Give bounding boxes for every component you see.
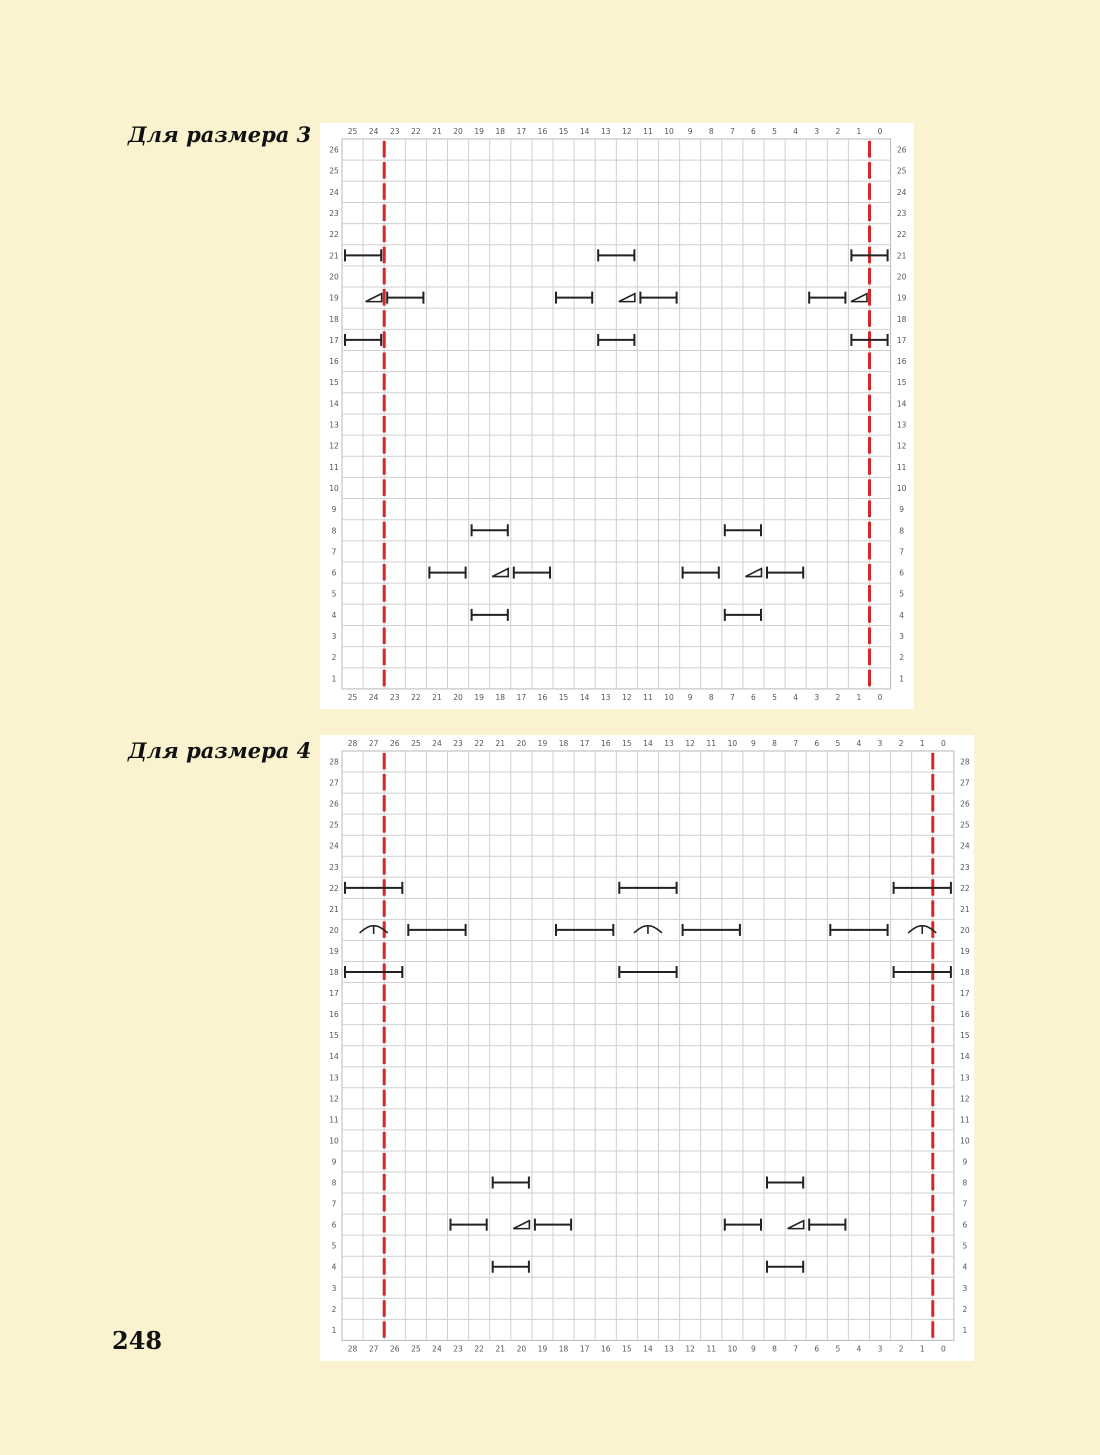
row-label-right: 9	[899, 505, 904, 515]
row-label-right: 14	[960, 1052, 970, 1062]
column-label-top: 3	[814, 127, 820, 136]
row-label-right: 17	[960, 989, 970, 999]
row-label-left: 16	[329, 1010, 339, 1020]
row-label-left: 19	[329, 293, 339, 303]
column-label-top: 13	[600, 127, 611, 136]
column-label-bottom: 26	[389, 1344, 400, 1354]
column-label-bottom: 8	[772, 1344, 777, 1354]
column-label-bottom: 21	[432, 692, 442, 702]
column-label-bottom: 0	[877, 692, 883, 702]
column-label-top: 22	[474, 739, 484, 748]
column-label-bottom: 6	[814, 1344, 820, 1354]
row-label-right: 13	[960, 1073, 970, 1083]
row-label-left: 25	[329, 820, 339, 830]
row-label-right: 6	[962, 1220, 968, 1230]
column-label-top: 18	[495, 127, 506, 136]
row-label-left: 23	[329, 209, 339, 219]
column-label-bottom: 10	[664, 692, 674, 702]
row-label-left: 3	[331, 1283, 337, 1293]
row-label-left: 4	[331, 610, 337, 620]
row-label-left: 1	[331, 674, 337, 684]
column-label-top: 18	[558, 739, 569, 748]
column-label-bottom: 20	[516, 1344, 527, 1354]
column-label-top: 27	[368, 739, 379, 748]
column-label-top: 19	[537, 739, 548, 748]
row-label-right: 15	[960, 1031, 970, 1041]
row-label-left: 17	[329, 989, 339, 999]
column-label-bottom: 22	[411, 692, 421, 702]
row-label-right: 10	[896, 483, 907, 493]
column-label-top: 11	[706, 739, 717, 748]
column-label-top: 25	[411, 739, 421, 748]
column-label-top: 9	[687, 127, 693, 136]
row-label-left: 20	[329, 272, 339, 282]
row-label-left: 22	[329, 883, 339, 893]
row-label-right: 20	[960, 925, 970, 935]
row-label-right: 25	[960, 820, 970, 830]
row-label-left: 18	[329, 314, 339, 324]
column-label-bottom: 16	[537, 692, 548, 702]
row-label-right: 10	[960, 1136, 970, 1146]
row-label-left: 25	[329, 166, 339, 176]
row-label-left: 4	[331, 1262, 337, 1272]
row-label-right: 1	[962, 1325, 968, 1335]
column-label-bottom: 12	[622, 692, 632, 702]
column-label-top: 28	[347, 739, 358, 748]
row-label-left: 7	[331, 547, 337, 557]
column-label-top: 1	[856, 127, 862, 136]
column-label-bottom: 5	[772, 692, 777, 702]
row-label-left: 19	[329, 946, 339, 956]
row-label-left: 21	[329, 904, 339, 914]
row-label-left: 24	[329, 187, 339, 197]
size-3-label: Для размера 3	[128, 122, 312, 147]
row-label-left: 6	[331, 1220, 337, 1230]
row-label-left: 3	[331, 632, 337, 642]
column-label-bottom: 20	[453, 692, 463, 702]
row-label-right: 8	[899, 526, 904, 536]
row-label-right: 15	[896, 378, 907, 388]
column-label-top: 13	[664, 739, 674, 748]
column-label-bottom: 9	[751, 1344, 756, 1354]
column-label-bottom: 19	[474, 692, 484, 702]
row-label-right: 8	[962, 1178, 968, 1188]
row-label-right: 3	[899, 632, 904, 642]
row-label-left: 7	[331, 1199, 337, 1209]
row-label-left: 5	[331, 589, 337, 599]
row-label-right: 24	[960, 841, 970, 851]
column-label-top: 12	[622, 127, 632, 136]
row-label-right: 7	[899, 547, 904, 557]
column-label-top: 3	[877, 739, 883, 748]
row-label-right: 23	[960, 862, 970, 872]
column-label-top: 6	[751, 127, 756, 136]
column-label-bottom: 3	[814, 692, 820, 702]
column-label-top: 11	[643, 127, 653, 136]
column-label-bottom: 12	[685, 1344, 695, 1354]
row-label-left: 9	[331, 505, 337, 515]
row-label-left: 13	[329, 420, 339, 430]
row-label-left: 6	[331, 568, 337, 578]
column-label-top: 22	[411, 127, 421, 136]
row-label-right: 5	[962, 1241, 968, 1251]
column-label-bottom: 28	[347, 1344, 358, 1354]
row-label-right: 18	[960, 968, 970, 978]
row-label-right: 20	[896, 272, 907, 282]
column-label-bottom: 24	[432, 1344, 442, 1354]
row-label-right: 16	[960, 1010, 970, 1020]
row-label-left: 17	[329, 335, 339, 345]
row-label-right: 11	[960, 1115, 970, 1125]
row-label-left: 18	[329, 968, 339, 978]
row-label-right: 14	[896, 399, 907, 409]
knitting-chart-size-4	[320, 735, 974, 1361]
row-label-right: 5	[899, 589, 904, 599]
column-label-top: 5	[772, 127, 777, 136]
row-label-right: 7	[962, 1199, 968, 1209]
column-label-top: 25	[347, 127, 358, 136]
row-label-right: 2	[962, 1304, 968, 1314]
row-label-left: 12	[329, 441, 339, 451]
column-label-bottom: 18	[495, 692, 506, 702]
column-label-bottom: 11	[643, 692, 653, 702]
column-label-top: 23	[389, 127, 400, 136]
column-label-bottom: 17	[579, 1344, 590, 1354]
row-label-right: 25	[896, 166, 907, 176]
column-label-bottom: 14	[643, 1344, 653, 1354]
row-label-left: 13	[329, 1073, 339, 1083]
row-label-left: 11	[329, 1115, 339, 1125]
row-label-left: 26	[329, 145, 339, 155]
column-label-top: 12	[685, 739, 695, 748]
column-label-bottom: 17	[516, 692, 527, 702]
row-label-right: 26	[960, 799, 970, 809]
row-label-right: 23	[896, 209, 907, 219]
column-label-top: 14	[579, 127, 590, 136]
column-label-bottom: 25	[347, 692, 358, 702]
column-label-top: 2	[898, 739, 904, 748]
chart-grid-size-4	[320, 735, 974, 1361]
column-label-top: 6	[814, 739, 820, 748]
column-label-top: 8	[708, 127, 714, 136]
column-label-top: 24	[368, 127, 379, 136]
row-label-right: 13	[896, 420, 907, 430]
column-label-top: 21	[432, 127, 442, 136]
row-label-right: 19	[896, 293, 907, 303]
column-label-bottom: 14	[579, 692, 590, 702]
column-label-top: 7	[793, 739, 799, 748]
column-label-bottom: 24	[368, 692, 379, 702]
column-label-bottom: 2	[835, 692, 841, 702]
row-label-left: 2	[331, 653, 337, 663]
column-label-top: 9	[751, 739, 756, 748]
column-label-top: 5	[835, 739, 841, 748]
row-label-left: 8	[331, 1178, 337, 1188]
column-label-top: 20	[453, 127, 463, 136]
row-label-left: 2	[331, 1304, 337, 1314]
column-label-bottom: 4	[793, 692, 799, 702]
column-label-bottom: 5	[835, 1344, 841, 1354]
row-label-right: 9	[962, 1157, 968, 1167]
column-label-bottom: 4	[856, 1344, 862, 1354]
column-label-bottom: 18	[558, 1344, 569, 1354]
row-label-left: 27	[329, 778, 339, 788]
column-label-top: 4	[793, 127, 799, 136]
column-label-top: 20	[516, 739, 527, 748]
row-label-left: 5	[331, 1241, 337, 1251]
column-label-top: 16	[600, 739, 611, 748]
page-number: 248	[112, 1326, 163, 1355]
row-label-left: 14	[329, 399, 339, 409]
row-label-right: 4	[899, 610, 904, 620]
row-label-left: 8	[331, 526, 337, 536]
row-label-left: 22	[329, 230, 339, 240]
row-label-right: 12	[896, 441, 907, 451]
column-label-bottom: 23	[453, 1344, 463, 1354]
row-label-right: 22	[960, 883, 970, 893]
row-label-left: 16	[329, 357, 339, 367]
column-label-top: 8	[772, 739, 777, 748]
row-label-left: 28	[329, 757, 339, 767]
row-label-left: 21	[329, 251, 339, 261]
column-label-bottom: 23	[389, 692, 400, 702]
row-label-left: 1	[331, 1325, 337, 1335]
row-label-right: 24	[896, 187, 907, 197]
column-label-top: 17	[516, 127, 527, 136]
column-label-top: 15	[558, 127, 569, 136]
column-label-bottom: 6	[751, 692, 756, 702]
column-label-top: 24	[432, 739, 442, 748]
column-label-top: 4	[856, 739, 862, 748]
row-label-right: 28	[960, 757, 970, 767]
column-label-top: 2	[835, 127, 841, 136]
column-label-top: 26	[389, 739, 400, 748]
column-label-top: 1	[919, 739, 925, 748]
row-label-right: 3	[962, 1283, 968, 1293]
row-label-right: 4	[962, 1262, 968, 1272]
chart-grid-size-3	[320, 123, 914, 709]
column-label-top: 19	[474, 127, 484, 136]
column-label-bottom: 9	[687, 692, 693, 702]
row-label-right: 26	[896, 145, 907, 155]
column-label-top: 21	[495, 739, 506, 748]
row-label-right: 11	[896, 462, 907, 472]
column-label-bottom: 25	[411, 1344, 421, 1354]
column-label-bottom: 7	[729, 692, 735, 702]
row-label-right: 27	[960, 778, 970, 788]
row-label-right: 12	[960, 1094, 970, 1104]
column-label-top: 10	[727, 739, 738, 748]
column-label-bottom: 0	[940, 1344, 946, 1354]
row-label-right: 17	[896, 335, 907, 345]
row-label-right: 1	[899, 674, 904, 684]
knitting-chart-size-3	[320, 123, 914, 709]
column-label-bottom: 10	[727, 1344, 738, 1354]
row-label-right: 18	[896, 314, 907, 324]
row-label-right: 21	[896, 251, 907, 261]
row-label-left: 23	[329, 862, 339, 872]
row-label-left: 15	[329, 378, 339, 388]
row-label-left: 9	[331, 1157, 337, 1167]
column-label-bottom: 7	[793, 1344, 799, 1354]
column-label-top: 0	[940, 739, 946, 748]
row-label-left: 14	[329, 1052, 339, 1062]
column-label-bottom: 15	[558, 692, 569, 702]
column-label-top: 15	[622, 739, 632, 748]
row-label-right: 16	[896, 357, 907, 367]
row-label-right: 21	[960, 904, 970, 914]
column-label-bottom: 8	[708, 692, 714, 702]
column-label-bottom: 16	[600, 1344, 611, 1354]
row-label-left: 26	[329, 799, 339, 809]
column-label-bottom: 1	[856, 692, 862, 702]
column-label-top: 23	[453, 739, 463, 748]
row-label-right: 19	[960, 946, 970, 956]
row-label-right: 22	[896, 230, 907, 240]
column-label-top: 10	[664, 127, 674, 136]
row-label-left: 12	[329, 1094, 339, 1104]
column-label-bottom: 13	[600, 692, 611, 702]
row-label-left: 10	[329, 483, 339, 493]
column-label-top: 0	[877, 127, 883, 136]
size-4-label: Для размера 4	[128, 738, 312, 763]
column-label-top: 7	[729, 127, 735, 136]
column-label-bottom: 3	[877, 1344, 883, 1354]
row-label-left: 10	[329, 1136, 339, 1146]
row-label-left: 11	[329, 462, 339, 472]
column-label-bottom: 21	[495, 1344, 506, 1354]
column-label-bottom: 2	[898, 1344, 904, 1354]
column-label-bottom: 19	[537, 1344, 548, 1354]
column-label-top: 14	[643, 739, 653, 748]
column-label-bottom: 15	[622, 1344, 632, 1354]
row-label-right: 2	[899, 653, 904, 663]
column-label-top: 17	[579, 739, 590, 748]
row-label-left: 24	[329, 841, 339, 851]
column-label-bottom: 22	[474, 1344, 484, 1354]
column-label-bottom: 13	[664, 1344, 674, 1354]
row-label-left: 20	[329, 925, 339, 935]
column-label-bottom: 11	[706, 1344, 717, 1354]
column-label-top: 16	[537, 127, 548, 136]
row-label-right: 6	[899, 568, 904, 578]
row-label-left: 15	[329, 1031, 339, 1041]
column-label-bottom: 27	[368, 1344, 379, 1354]
column-label-bottom: 1	[919, 1344, 925, 1354]
